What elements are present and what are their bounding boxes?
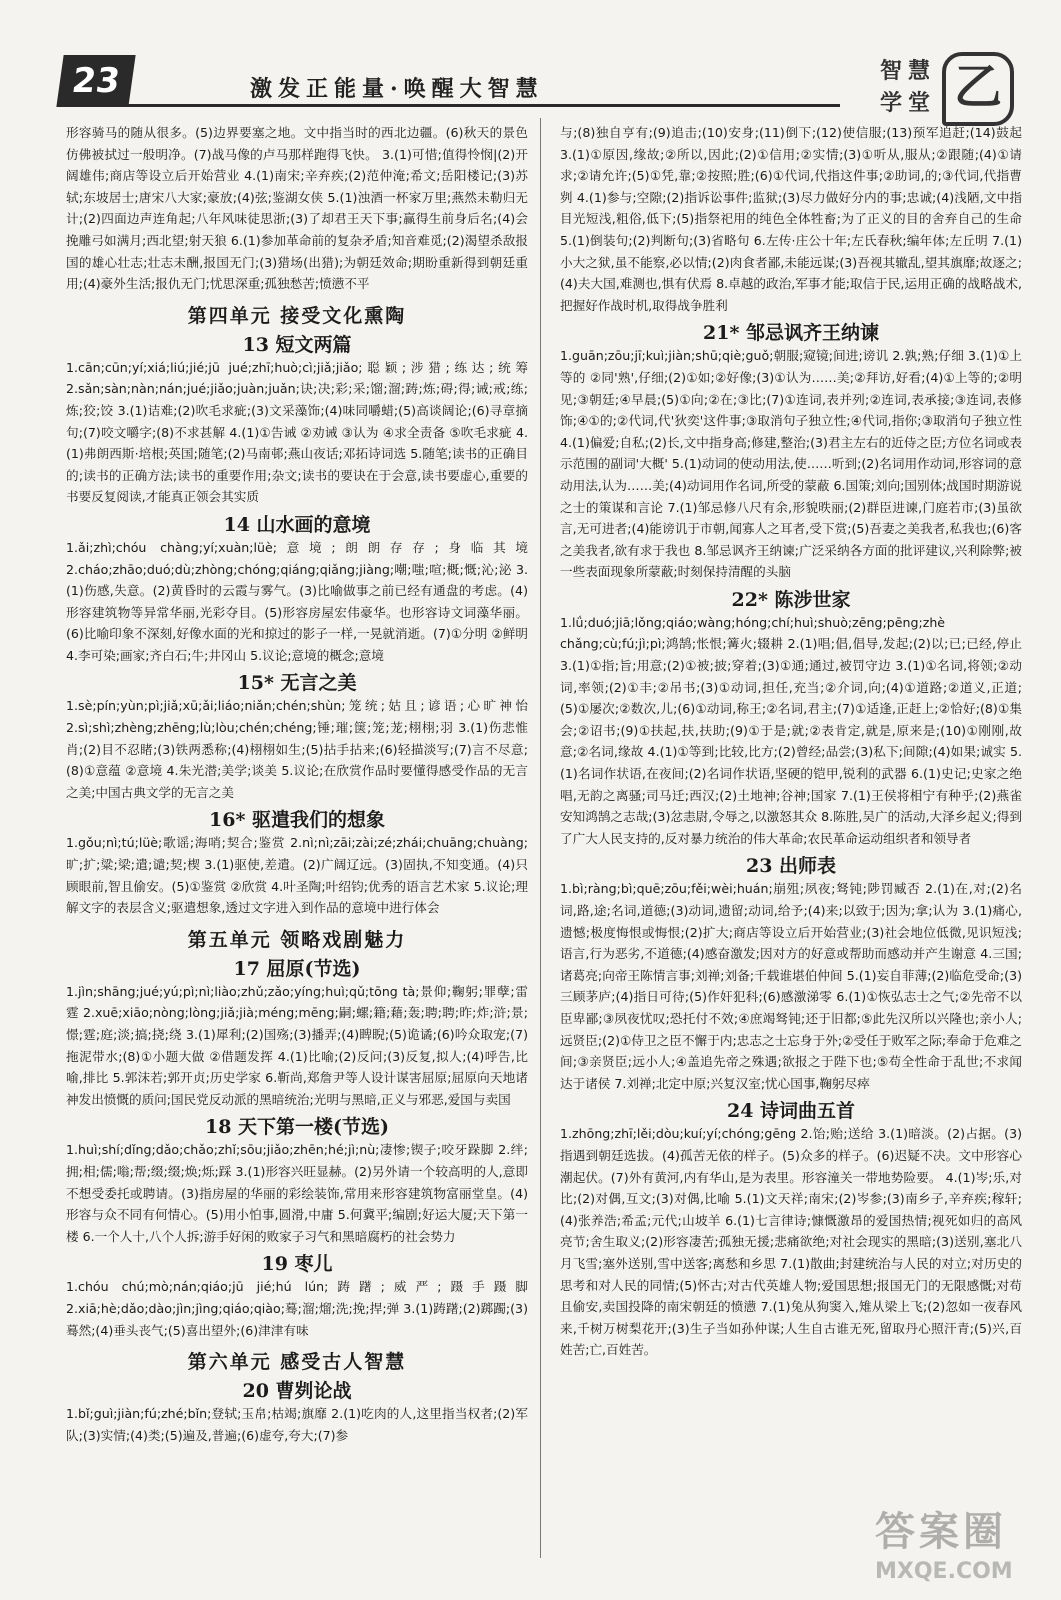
unit-heading: 第六单元 感受古人智慧 xyxy=(187,1351,407,1374)
answer-text: 1.gǒu;nì;tú;lüè;歌谣;海哨;契合;鉴赏 2.nì;nì;zāi;zài;zé;zhái;chuāng;chuàng;旷;扩;粱;梁;遣;谴;契;楔 3.(1)驱使,差遣。(2)广阔辽远。(3)固执,不知变通。(4)只顾眼前,智且偷安。(5)①鉴赏 ②欣赏 4.叶圣陶;叶绍钧;优秀的语言艺术家 5.议论;理解文字的表层含义;驱遣想象,透过文字进入到作品的意境中进行体会 xyxy=(66,835,528,916)
lesson-title: 24 诗词曲五首 xyxy=(726,1100,856,1123)
answer-text: 1.guān;zōu;jī;kuì;jiàn;shū;qiè;guǒ;朝服;窥镜;间进;谤讥 2.孰;熟;仔细 3.(1)①上等的 ②同'熟',仔细;(2)①如;②好像;(3)①认为……美;②拜访,好看;(4)①上等的;②明见;③朝廷;④早晨;(5)①向;②在;③比;(7)①连词,表并列;②连词,表承接;③连词,表修饰;④①的;②代词,代'狄奕'这件事;③取消句子独立性;④代词,指你;③取消句子独立性 4.(1)偏爱;自私;(2)长,文中指身高;修建,整治;(3)君主左右的近侍之臣;方位名词或表示范围的副词'大概' 5.(1)动词的使动用法,使……听到;(2)名词用作动词,形容词的意动用法,认为……美;(4)动词用作名词,所受的蒙蔽 6.国策;刘向;国别体;战国时期游说之士的策谋和言论 7.(1)邹忌修八尺有余,形貌昳丽;(2)群臣进谏,门庭若市;(3)虽欲言,无可进者;(4)能谤讥于市朝,闻寡人之耳者,受下赏;(5)吾妻之美我者,私我也;(6)客之美我者,欲有求于我也 8.邹忌讽齐王纳谏;广泛采纳各方面的批评建议,兴利除弊;被一些表面现象所蒙蔽;时刻保持清醒的头脑 xyxy=(560,348,1022,580)
answer-text: 1.sè;pín;yùn;pì;jiǎ;xū;ǎi;liáo;niǎn;chén;shùn;笼统;姑且;谚语;心旷神怡 2.sì;shì;zhèng;zhēng;lù;lòu;chén;chéng;锤;璀;箧;笼;茏;栩栩;羽 3.(1)伤悲惟肖;(2)目不忍睹;(3)铁两悉称;(4)栩栩如生;(5)拈手拈来;(6)轻描淡写;(7)言不尽意;(8)①意蕴 ②意境 4.朱光潜;美学;谈美 5.议论;在欣赏作品时要懂得感受作品的无言之美;中国古典文学的无言之美 xyxy=(66,698,528,800)
watermark-url: MXQE.COM xyxy=(875,1559,1013,1584)
header-rule xyxy=(60,104,840,107)
logo-char-2: 慧 xyxy=(908,58,931,84)
answer-text: 1.jìn;shāng;jué;yú;pì;nì;liào;zhǔ;zǎo;yíng;huì;qǔ;tōng tà;景仰;鞠躬;罪孽;雷霆 2.xuē;xiāo;nòng;lòng;jiǎ;jià;méng;mēng;嗣;螺;籍;藉;轰;聘;聘;昨;炸;浒;景;憬;霆;庭;淡;搞;挠;绕 3.(1)犀利;(2)国殇;(3)播弄;(4)睥睨;(5)诡谲;(6)吟众取宠;(7)拖泥带水;(8)①小题大做 ②借题发挥 4.(1)比喻;(2)反问;(3)反复,拟人;(4)呼告,比喻,排比 5.郭沫若;郭开贞;历史学家 6.靳尚,郑詹尹等人设计谋害屈原;屈原向天地诸神发出愤慨的质问;国民党反动派的黑暗统治;光明与黑暗,正义与邪恶,爱国与卖国 xyxy=(66,983,528,1107)
lesson-title: 23 出师表 xyxy=(745,855,837,878)
site-watermark xyxy=(875,1500,1045,1590)
column-divider xyxy=(540,118,541,1558)
page-number: 23 xyxy=(56,55,135,107)
lesson-title: 13 短文两篇 xyxy=(242,333,352,356)
answer-text: 1.zhōng;zhī;lěi;dòu;kuí;yí;chóng;gēng 2.饴;贻;送给 3.(1)暗淡。(2)占据。(3)指遇到朝廷选拔。(4)孤苦无依的样子。(5)众多的样子。(6)迟疑不决。文中形容心潮起伏。(7)外有黄河,内有华山,是为表里。形容潼关一带地势险要。 4.(1)岑;乐,对比;(2)对偶,互文;(3)对偶,比喻 5.(1)文天祥;南宋;(2)岑参;(3)南乡子,辛弃疾;稼轩;(4)张养浩;希孟;元代;山坡羊 6.(1)七言律诗;慷慨激昂的爱国热情;视死如归的高风亮节;舍生取义;(2)形容凄苦;孤独无援;悲痛欲绝;对社会现实的黑暗;(3)送别,塞北八月飞雪;塞外送别,雪中送客;离愁和乡思 7.(1)散曲;封建统治与人民的对立;对历史的思考和对人民的同情;(5)怀古;对古代英雄人物;爱国思想;报国无门的无限感慨;对苟且偷安,卖国投降的南宋朝廷的愤懑 7.(1)兔从狗窦入,雉从梁上飞;(2)忽如一夜春风来,千树万树梨花开;(3)生子当如孙仲谋;人生自古谁无死,留取丹心照汗青;(5)兴,百姓苦;亡,百姓苦。 xyxy=(560,1126,1022,1358)
logo-char-1: 智 xyxy=(880,58,903,84)
answer-text: 1.bǐ;guì;jiàn;fú;zhé;bǐn;登轼;玉帛;枯竭;旗靡 2.(1)吃肉的人,这里指当权者;(2)军队;(3)实情;(4)类;(5)遍及,普遍;(6)虚夸,夸大;(7)参 xyxy=(66,1406,528,1443)
lesson-title: 20 曹刿论战 xyxy=(242,1380,352,1403)
page-header xyxy=(0,0,1061,128)
answer-text: 1.huì;shí;dǐng;dǎo;chǎo;zhǐ;sōu;jiǎo;zhēn;hé;jì;nù;凄惨;锲子;咬牙跺脚 2.绊;拥;相;儒;嗡;帮;缀;缀;焕;烁;踩 3.(1)形容兴旺显赫。(2)另外请一个较高明的人,意即不想受委托或聘请。(3)指房屋的华丽的彩绘装饰,常用来形容建筑物富丽堂皇。(4)形容与众不同有何情心。(5)用小怕事,圆滑,中庸 5.何冀平;编剧;好运大厦;天下第一楼 6.一个人十,八个人拆;游手好闲的败家子习气和黑暗腐朽的社会势力 xyxy=(66,1142,528,1244)
logo-char-4: 堂 xyxy=(908,90,931,116)
lesson-title: 16* 驱遣我们的想象 xyxy=(209,809,385,832)
lesson-title: 17 屈原(节选) xyxy=(233,957,361,980)
watermark-text: 答案圈 xyxy=(875,1509,1007,1555)
lesson-title: 14 山水画的意境 xyxy=(223,513,371,536)
lesson-title: 21* 邹忌讽齐王纳谏 xyxy=(703,322,879,345)
header-tagline: 激发正能量·唤醒大智慧 xyxy=(250,76,544,102)
right-column xyxy=(560,122,1022,1361)
lesson-title: 22* 陈涉世家 xyxy=(731,588,851,611)
answer-text: 1.ǎi;zhì;chóu chàng;yí;xuàn;lüè;意境;朗朗存存;身临其境 2.cháo;zhāo;duó;dù;zhòng;chóng;qiáng;qiǎng;jiàng;嘲;嗤;喧;概;慨;沁;泌 3.(1)伤感,失意。(2)黄昏时的云霞与雾气。(3)比喻做事之前已经有通盘的考虑。(4)形容建筑物等异常华丽,光彩夺目。(5)形容房屋宏伟豪华。也形容诗文词藻华丽。(6)比喻印象不深刻,好像水面的光和掠过的影子一样,一晃就消逝。(7)①分明 ②鲜明 4.李可染;画家;齐白石;牛;井冈山 5.议论;意境的概念;意境 xyxy=(66,539,528,663)
answer-text: 与;(8)独自亨有;(9)追击;(10)安身;(11)倒下;(12)使信服;(13)预军追赶;(14)鼓起 3.(1)①原因,缘故;②所以,因此;(2)①信用;②实情;(3)①听从,服从;②跟随;(4)①请求;②请允许;(5)①凭,靠;②按照;胜;(6)①代词,代指这件事;②助词,的;③代词,代指曹刿 4.(1)参与;空隙;(2)指诉讼事件;监狱;(3)尽力做好分内的事;忠诚;(4)浅陋,文中指目光短浅,粗俗,低下;(5)指祭祀用的纯色全体牲畜;为了正义的目的舍弃自己的生命 5.(1)倒装句;(2)判断句;(3)省略句 6.左传·庄公十年;左氏春秋;编年体;左丘明 7.(1)小大之狱,虽不能察,必以情;(2)肉食者鄙,未能远谋;(3)吾视其辙乱,望其旗靡;故逐之;(4)夫大国,难测也,惧有伏焉 8.卓越的政治,军事才能;取信于民,运用正确的战略战术,把握好作战时机,取得战争胜利 xyxy=(560,125,1022,313)
lesson-title: 15* 无言之美 xyxy=(237,672,357,695)
lesson-title: 18 天下第一楼(节选) xyxy=(204,1116,390,1139)
answer-text: 1.bì;ràng;bì;quē;zōu;fěi;wèi;huán;崩殂;夙夜;驽钝;陟罚臧否 2.(1)在,对;(2)名词,路,途;名词,道德;(3)动词,遗留;动词,给予;(4)来;以致于;因为;拿;认为 3.(1)痛心,遗憾;极度悔恨或悔恨;(2)扩大;商店等设立后开始营业;(3)社会地位低微,见识短浅;语言,行为恶劣,不道德;(4)感奋激发;因对方的好意或帮助而感动并产生谢意 4.三国;诸葛亮;向帝王陈情言事;刘禅;刘备;千载谁堪伯仲间 5.(1)妄自菲薄;(2)临危受命;(3)三顾茅庐;(4)指日可待;(5)作奸犯科;(6)感激涕零 6.(1)①恢弘志士之气;②先帝不以臣卑鄙;③夙夜忧叹;恐托付不效;④庶竭驽钝;还于旧都;⑤此先汉所以兴隆也;亲小人;远贤臣;(2)①侍卫之臣不懈于内;忠志之士忘身于外;②受任于败军之际;奉命于危难之间;③亲贤臣;远小人;④盖追先帝之殊遇;欲报之于陛下也;⑤苟全性命于乱世;不求闻达于诸侯 7.刘禅;北定中原;兴复汉室;忧心国事,鞠躬尽瘁 xyxy=(560,881,1022,1091)
left-column xyxy=(66,122,528,1446)
answer-text: 1.chóu chú;mò;nán;qiáo;jū jié;hú lún;踌躇;威严;蹑手蹑脚 2.xiā;hè;dǎo;dào;jìn;jìng;qiáo;qiào;蓦;溜;熘;洗;挽;捍;弹 3.(1)踌躇;(2)踯躅;(3)蓦然;(4)垂头丧气;(5)喜出望外;(6)津津有味 xyxy=(66,1279,528,1338)
answer-text: 1.lǘ;duó;jiā;lǒng;qiáo;wàng;hóng;chí;huì;shuò;zēng;pēng;zhè chǎng;cù;fú;jì;pì;鸿鹄;怅恨;篝火;辍耕 2.(1)唱;倡,倡导,发起;(2)以;已;已经,停止 3.(1)①指;旨;用意;(2)①被;披;穿着;(3)①通;通过,被罚守边 3.(1)①名词,将领;②动词,率领;(2)①丰;②吊书;(3)①动词,担任,充当;②介词,向;(4)①道路;②道义,正道;(5)①屡次;②数次,儿;(6)①动词,称王;②名词,君主;(7)①适逢,正赶上;②恰好;(8)①集会;②诏书;(9)①扶起,扶,扶助;(9)①于是;就;②表肯定,就是,原来是;(10)①刚刚,故意;②名词,缘故 4.(1)①等到;比较,比方;(2)曾经;品尝;(3)私下;间隙;(4)如果;诚实 5.(1)名词作状语,在夜间;(2)名词作状语,坚硬的铠甲,锐利的武器 6.(1)史记;史家之绝唱,无韵之离骚;司马迁;西汉;(2)土地神;谷神;国家 7.(1)王侯将相宁有种乎;(2)燕雀安知鸿鹄之志哉;(3)忿恚尉,令辱之,以激怒其众 8.陈胜,吴广的活动,大泽乡起义;得到了广大人民支持的,反对暴力统治的伟大革命;农民革命运动组织者和领导者 xyxy=(560,614,1022,846)
unit-heading: 第四单元 接受文化熏陶 xyxy=(187,304,407,327)
logo-char-3: 学 xyxy=(880,90,903,116)
unit-heading: 第五单元 领略戏剧魅力 xyxy=(187,928,407,951)
answer-text: 1.cān;cūn;yí;xiá;liú;jié;jū jué;zhī;huò;cì;jiǎ;jiǎo;聪颖;涉猎;练达;统筹 2.sǎn;sàn;nàn;nán;jué;jiǎo;juàn;juǎn;诀;决;彩;采;馏;溜;踌;炼;碍;得;诫;戒;练;炼;狡;饺 3.(1)诘难;(2)吹毛求疵;(3)文采藻饰;(4)味同嚼蜡;(5)高谈阔论;(6)寻章摘句;(7)咬文嚼字;(8)不求甚解 4.(1)①告诫 ②劝诫 ③认为 ④求全责备 ⑤吹毛求疵 4.(1)弗朗西斯·培根;英国;随笔;(2)马南邨;燕山夜话;邓拓诗词选 5.随笔;读书的正确目的;读书的正确方法;读书的重要作用;杂文;读书的要诀在于会意,读书要虚心,重要的书要反复阅读,才能真正领会其实质 xyxy=(66,359,528,505)
answer-text: 形容骑马的随从很多。(5)边界要塞之地。文中指当时的西北边疆。(6)秋天的景色仿佛被拭过一般明净。(7)战马像的卢马那样跑得飞快。 3.(1)可惜;值得怜悯|(2)开阔雄伟;商店等设立后开始营业 4.(1)南宋;辛弃疾;(2)范仲淹;希文;岳阳楼记;(3)苏轼;东坡居士;唐宋八大家;豪放;(4)弦;鉴湖女侠 5.(1)浊酒一杯家万里;燕然未勒归无计;(2)四面边声连角起;八年风味徒思浙;(3)了却君王天下事;赢得生前身后名;(4)会挽雕弓如满月;西北望;射天狼 6.(1)参加革命前的复杂矛盾;知音难觅;(2)渴望杀敌报国的雄心壮志;壮志未酬,报国无门;(3)猎场(出猎);为朝廷效命;期盼重新得到朝廷重用;(4)豪外生活;报仇无门;忧思深重;孤独愁苦;愤懑不平 xyxy=(66,125,528,292)
logo-mark: 乙 xyxy=(942,52,1014,126)
brand-logo xyxy=(880,54,1010,124)
lesson-title: 19 枣儿 xyxy=(261,1253,333,1276)
